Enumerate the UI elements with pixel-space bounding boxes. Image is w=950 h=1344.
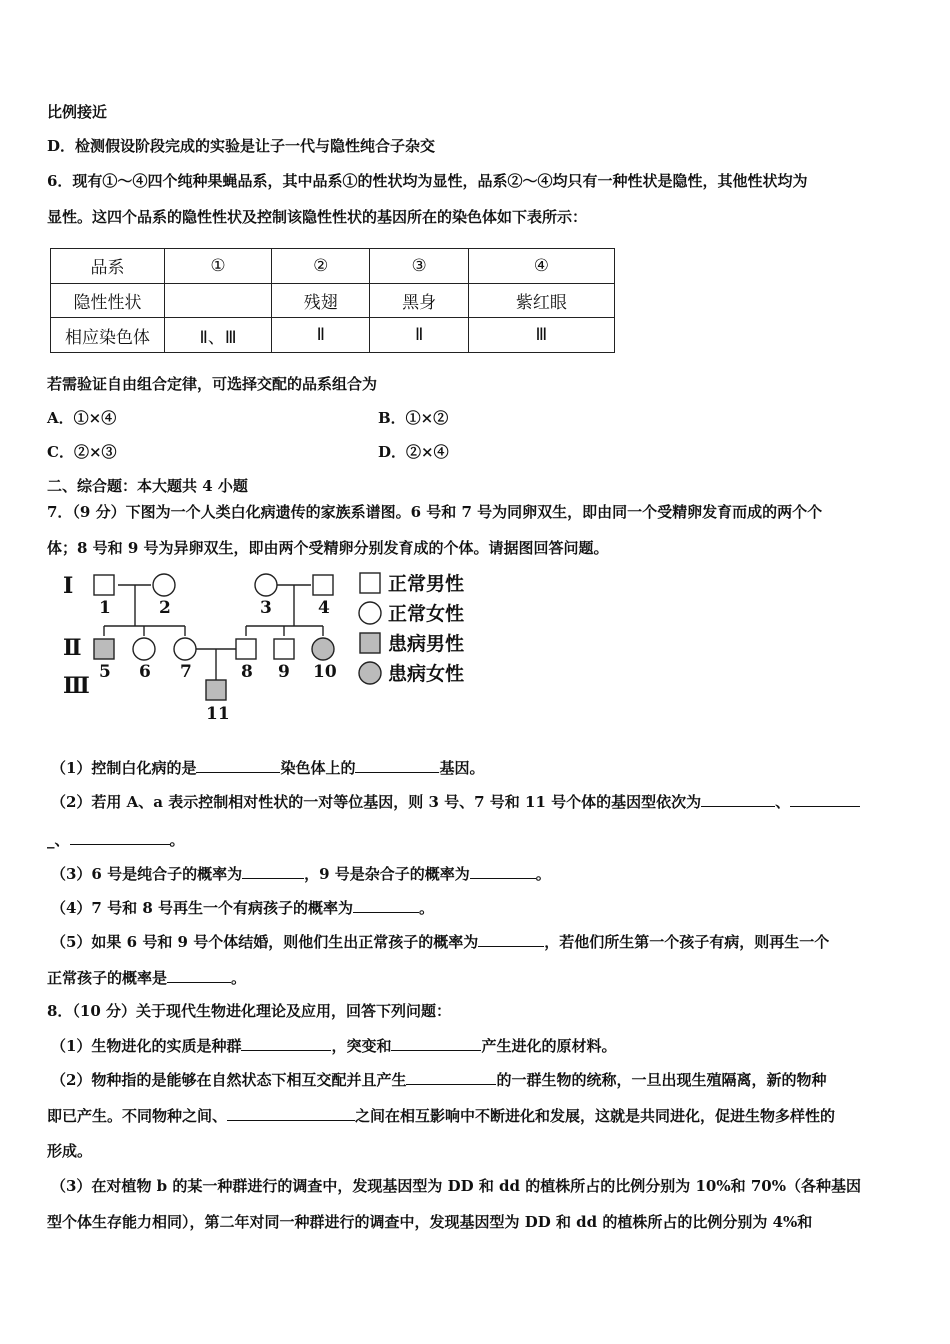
question-6-stem-cont: 显性。这四个品系的隐性性状及控制该隐性性状的基因所在的染色体如下表所示： (47, 208, 588, 226)
q-text: 。 (231, 969, 247, 987)
pedigree-node-8 (236, 639, 256, 659)
q-text: ，9 号是杂合子的概率为 (304, 865, 470, 883)
question-8-3: （3）在对植物 b 的某一种群进行的调查中，发现基因型为 DD 和 dd 的植株所占的比例分别为 10%和 70%（各种基因 (51, 1177, 861, 1195)
question-7-2-cont (47, 829, 185, 850)
table-row (51, 283, 615, 318)
pedigree-id: 5 (99, 662, 111, 682)
pedigree-node-3 (255, 574, 277, 596)
pedigree-node-9 (274, 639, 294, 659)
question-7-1 (51, 757, 484, 778)
pedigree-node-6 (133, 638, 155, 660)
answer-blank[interactable] (701, 791, 775, 807)
table-cell: Ⅱ (272, 318, 370, 353)
q-text: 。 (535, 865, 551, 883)
pedigree-node-2 (153, 574, 175, 596)
table-cell: ② (272, 249, 370, 284)
table-row (51, 318, 615, 353)
answer-blank[interactable] (70, 829, 170, 845)
legend-normal-female-icon (359, 602, 381, 624)
q-text: （4）7 号和 8 号再生一个有病孩子的概率为 (51, 899, 353, 917)
table-cell: 品系 (51, 249, 165, 284)
generation-label: Ⅰ (63, 573, 74, 599)
q-text: （1）生物进化的实质是种群 (51, 1037, 242, 1055)
pedigree-id: 6 (139, 662, 151, 682)
q-text: 。 (418, 899, 434, 917)
option-d-prev: D．检测假设阶段完成的实验是让子一代与隐性纯合子杂交 (47, 137, 436, 155)
table-cell: Ⅲ (468, 318, 614, 353)
pedigree-node-5 (94, 639, 114, 659)
table-cell: 隐性性状 (51, 283, 165, 318)
answer-blank[interactable] (790, 791, 860, 807)
table-cell: Ⅱ (370, 318, 468, 353)
pedigree-node-1 (94, 575, 114, 595)
q-text: 染色体上的 (280, 759, 356, 777)
question-7-5-cont (47, 967, 246, 988)
question-8-stem: 8．（10 分）关于现代生物进化理论及应用，回答下列问题： (47, 1002, 452, 1020)
question-7-4 (51, 897, 434, 918)
pedigree-id: 3 (260, 598, 272, 618)
q-text: （2）若用 A、a 表示控制相对性状的一对等位基因，则 3 号、7 号和 11 号个体的基因型依次为 (51, 793, 702, 811)
strain-table (50, 248, 615, 353)
legend-normal-male-icon (360, 573, 380, 593)
q-text: （1）控制白化病的是 (51, 759, 197, 777)
q-text: 产生进化的原材料。 (481, 1037, 617, 1055)
pedigree-node-4 (313, 575, 333, 595)
question-8-2-end: 形成。 (47, 1142, 93, 1160)
pedigree-id: 11 (206, 704, 230, 724)
question-8-1 (51, 1035, 616, 1056)
q-text: （3）6 号是纯合子的概率为 (51, 865, 243, 883)
legend-label: 正常男性 (388, 573, 465, 595)
pedigree-node-7 (174, 638, 196, 660)
table-cell (165, 283, 272, 318)
q-text: 之间在相互影响中不断进化和发展，这就是共同进化，促进生物多样性的 (355, 1107, 836, 1125)
answer-blank[interactable] (227, 1105, 355, 1121)
q-text: 正常孩子的概率是 (47, 969, 168, 987)
pedigree-id: 1 (99, 598, 111, 618)
q-text: 、 (775, 793, 791, 811)
text-line: 比例接近 (47, 103, 108, 121)
q-text: （5）如果 6 号和 9 号个体结婚，则他们生出正常孩子的概率为 (51, 933, 479, 951)
q-text: （2）物种指的是能够在自然状态下相互交配并且产生 (51, 1071, 407, 1089)
answer-blank[interactable] (196, 757, 280, 773)
question-7-stem-cont: 体；8 号和 9 号为异卵双生，即由两个受精卵分别发育成的个体。请据图回答问题。 (47, 539, 609, 557)
legend-label: 患病女性 (388, 663, 465, 685)
option-d[interactable]: D．②×④ (378, 443, 449, 461)
question-7-5 (51, 931, 829, 952)
table-cell: 残翅 (272, 283, 370, 318)
answer-blank[interactable] (242, 863, 304, 879)
q-text: 的一群生物的统称，一旦出现生殖隔离，新的物种 (496, 1071, 827, 1089)
answer-blank[interactable] (355, 757, 439, 773)
q-text: 即已产生。不同物种之间、 (47, 1107, 228, 1125)
question-8-2-cont (47, 1105, 835, 1126)
answer-blank[interactable] (241, 1035, 331, 1051)
pedigree-node-11 (206, 680, 226, 700)
q-text: _、 (47, 831, 70, 849)
answer-blank[interactable] (406, 1069, 496, 1085)
q-text: ，若他们所生第一个孩子有病，则再生一个 (544, 933, 830, 951)
pedigree-node-10 (312, 638, 334, 660)
question-6-stem: 6．现有①～④四个纯种果蝇品系，其中品系①的性状均为显性，品系②～④均只有一种性状是隐性，其他性状均为 (47, 172, 808, 190)
table-row (51, 249, 615, 284)
legend-label: 正常女性 (388, 603, 465, 625)
generation-label: Ⅲ (63, 673, 90, 699)
q-text: 基因。 (439, 759, 485, 777)
pedigree-id: 10 (313, 662, 337, 682)
table-cell: ③ (370, 249, 468, 284)
pedigree-id: 4 (318, 598, 330, 618)
q-text: 。 (169, 831, 185, 849)
pedigree-id: 8 (241, 662, 253, 682)
generation-label: Ⅱ (63, 635, 82, 661)
table-cell: ④ (468, 249, 614, 284)
question-7-3 (51, 863, 551, 884)
answer-blank[interactable] (167, 967, 231, 983)
question-8-2 (51, 1069, 826, 1090)
pedigree-chart (55, 568, 495, 728)
table-cell: ① (165, 249, 272, 284)
answer-blank[interactable] (391, 1035, 481, 1051)
table-cell: 相应染色体 (51, 318, 165, 353)
pedigree-id: 7 (180, 662, 192, 682)
option-c[interactable]: C．②×③ (47, 443, 117, 461)
legend-affected-male-icon (360, 633, 380, 653)
section-heading: 二、综合题：本大题共 4 小题 (47, 477, 248, 495)
legend-label: 患病男性 (388, 633, 465, 655)
answer-blank[interactable] (478, 931, 544, 947)
pedigree-id: 9 (278, 662, 290, 682)
legend-affected-female-icon (359, 662, 381, 684)
table-cell: 紫红眼 (468, 283, 614, 318)
option-a[interactable]: A．①×④ (47, 409, 117, 427)
question-7-stem: 7．（9 分）下图为一个人类白化病遗传的家族系谱图。6 号和 7 号为同卵双生，即由同一个受精卵发育而成的两个个 (47, 503, 823, 521)
pedigree-id: 2 (159, 598, 171, 618)
answer-blank[interactable] (470, 863, 536, 879)
table-cell: 黑身 (370, 283, 468, 318)
option-b[interactable]: B．①×② (378, 409, 449, 427)
q-text: ，突变和 (331, 1037, 392, 1055)
answer-blank[interactable] (353, 897, 419, 913)
question-8-3-cont: 型个体生存能力相同），第二年对同一种群进行的调查中，发现基因型为 DD 和 dd 的植株所占的比例分别为 4%和 (47, 1213, 813, 1231)
question-7-2 (51, 791, 860, 812)
table-cell: Ⅱ、Ⅲ (165, 318, 272, 353)
question-6-prompt: 若需验证自由组合定律，可选择交配的品系组合为 (47, 375, 378, 393)
